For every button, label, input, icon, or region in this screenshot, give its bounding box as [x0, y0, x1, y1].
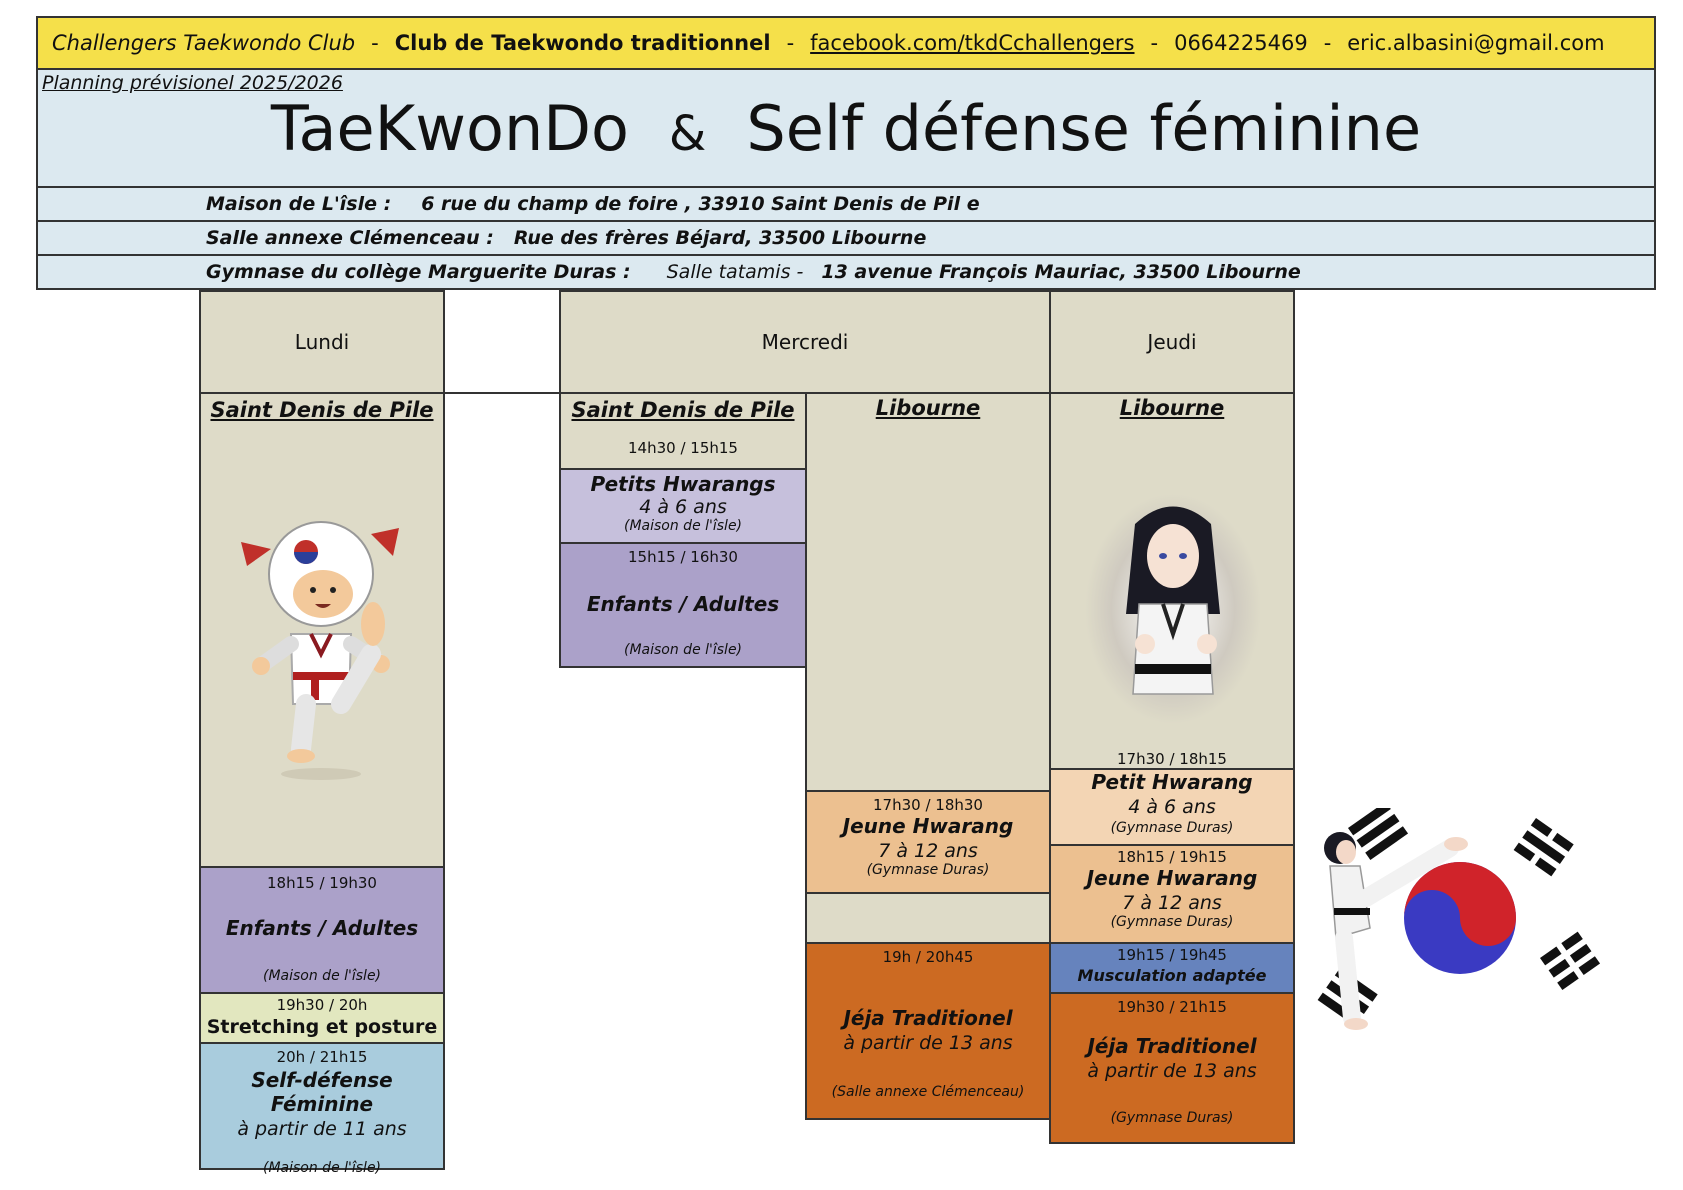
day-header-lundi: [199, 290, 445, 394]
location-label: Saint Denis de Pile: [210, 398, 434, 422]
address-row: [36, 256, 1656, 290]
address-name: Salle annexe Clémenceau :: [206, 227, 494, 249]
class-cell: [559, 468, 807, 544]
mercredi-sdp-column: [559, 392, 807, 470]
class-cell: [805, 942, 1051, 1120]
address-value: Rue des frères Béjard, 33500 Libourne: [513, 227, 927, 249]
title-block: [36, 70, 1656, 188]
class-cell: [559, 542, 807, 668]
address-name: Maison de L'îsle :: [206, 193, 392, 215]
separator: -: [1323, 31, 1332, 55]
day-label: Jeudi: [1147, 330, 1197, 354]
class-cell: [1049, 844, 1295, 944]
title-self-defense: Self défense féminine: [746, 92, 1422, 165]
class-age: 4 à 6 ans: [1128, 796, 1216, 818]
class-place: (Salle annexe Clémenceau): [831, 1084, 1025, 1100]
address-name: Gymnase du collège Marguerite Duras :: [206, 261, 631, 283]
day-label: Lundi: [294, 330, 350, 354]
class-age: 4 à 6 ans: [639, 496, 727, 518]
club-name: Challengers Taekwondo Club: [52, 31, 356, 55]
class-title: Self-défense Féminine: [251, 1068, 393, 1116]
empty-slot: [805, 892, 1051, 944]
address-value: 6 rue du champ de foire , 33910 Saint Denis de Pil e: [421, 193, 980, 215]
page-title: [38, 92, 1654, 165]
class-cell: [805, 790, 1051, 894]
class-cell: [199, 992, 445, 1044]
class-title: Petits Hwarangs: [590, 472, 776, 496]
divider: [445, 392, 561, 394]
class-title: Jeune Hwarang: [842, 814, 1014, 838]
class-title: Stretching et posture: [206, 1016, 438, 1038]
lundi-column: [199, 392, 445, 868]
korean-flag-kicker-illustration: [1300, 808, 1620, 1038]
class-age: 7 à 12 ans: [1122, 892, 1222, 914]
address-row: [36, 188, 1656, 222]
title-taekwondo: TaeKwonDo: [270, 92, 629, 165]
class-time: 15h15 / 16h30: [628, 548, 738, 566]
class-title: Enfants / Adultes: [586, 592, 780, 616]
class-time: 14h30 / 15h15: [628, 439, 738, 457]
phone-number: 0664225469: [1174, 31, 1308, 55]
class-title: Petit Hwarang: [1091, 770, 1253, 794]
class-title: Jeune Hwarang: [1086, 866, 1258, 890]
separator: -: [786, 31, 795, 55]
address-extra: Salle tatamis -: [666, 261, 804, 283]
day-header-jeudi: [1049, 290, 1295, 394]
mercredi-libourne-column: [805, 392, 1051, 792]
class-time: 17h30 / 18h15: [1117, 750, 1227, 768]
day-header-mercredi: [559, 290, 1051, 394]
class-place: (Gymnase Duras): [1110, 1110, 1234, 1126]
class-cell: [199, 1042, 445, 1176]
address-row: [36, 222, 1656, 256]
class-title: Jéja Traditionel: [843, 1006, 1013, 1030]
class-age: à partir de 13 ans: [1087, 1060, 1257, 1082]
class-time: 19h30 / 20h: [276, 996, 368, 1014]
location-label: Libourne: [1119, 396, 1225, 420]
class-time: 20h / 21h15: [276, 1048, 368, 1066]
class-cell: [1049, 750, 1295, 846]
separator: -: [371, 31, 379, 55]
class-age: 7 à 12 ans: [878, 840, 978, 862]
class-title: Musculation adaptée: [1077, 966, 1267, 985]
club-type: Club de Taekwondo traditionnel: [394, 31, 771, 55]
class-time: 18h15 / 19h15: [1117, 848, 1227, 866]
class-cell: [1049, 942, 1295, 994]
day-label: Mercredi: [761, 330, 849, 354]
taekwondo-kid-illustration: [231, 504, 411, 784]
class-title: Jéja Traditionel: [1087, 1034, 1257, 1058]
class-cell: [199, 866, 445, 994]
class-time: 19h30 / 21h15: [1117, 998, 1227, 1016]
class-age: à partir de 13 ans: [843, 1032, 1013, 1054]
class-time: 19h15 / 19h45: [1117, 946, 1227, 964]
class-place: (Maison de l'îsle): [623, 642, 743, 658]
class-time: 17h30 / 18h30: [873, 796, 983, 814]
class-place: (Gymnase Duras): [1110, 820, 1234, 836]
jeudi-column: [1049, 392, 1295, 770]
taekwondo-woman-illustration: [1085, 494, 1261, 724]
class-place: (Maison de l'îsle): [262, 968, 382, 984]
class-time: 19h / 20h45: [882, 948, 974, 966]
email-address[interactable]: eric.albasini@gmail.com: [1347, 31, 1605, 55]
class-age: à partir de 11 ans: [237, 1118, 407, 1140]
class-place: (Maison de l'îsle): [623, 518, 743, 534]
facebook-link[interactable]: facebook.com/tkdCchallengers: [810, 31, 1135, 55]
title-ampersand: &: [668, 106, 707, 162]
class-place: (Gymnase Duras): [866, 862, 990, 878]
address-value: 13 avenue François Mauriac, 33500 Libourne: [821, 261, 1301, 283]
class-place: (Gymnase Duras): [1110, 914, 1234, 930]
class-place: (Maison de l'îsle): [262, 1160, 382, 1176]
class-time: 18h15 / 19h30: [267, 874, 377, 892]
planning-label: Planning prévisionel 2025/2026: [42, 72, 343, 94]
class-cell: [1049, 992, 1295, 1144]
separator: -: [1150, 31, 1159, 55]
header-bar: [36, 16, 1656, 70]
location-label: Libourne: [875, 396, 981, 420]
location-label: Saint Denis de Pile: [571, 398, 795, 422]
class-title: Enfants / Adultes: [225, 916, 419, 940]
